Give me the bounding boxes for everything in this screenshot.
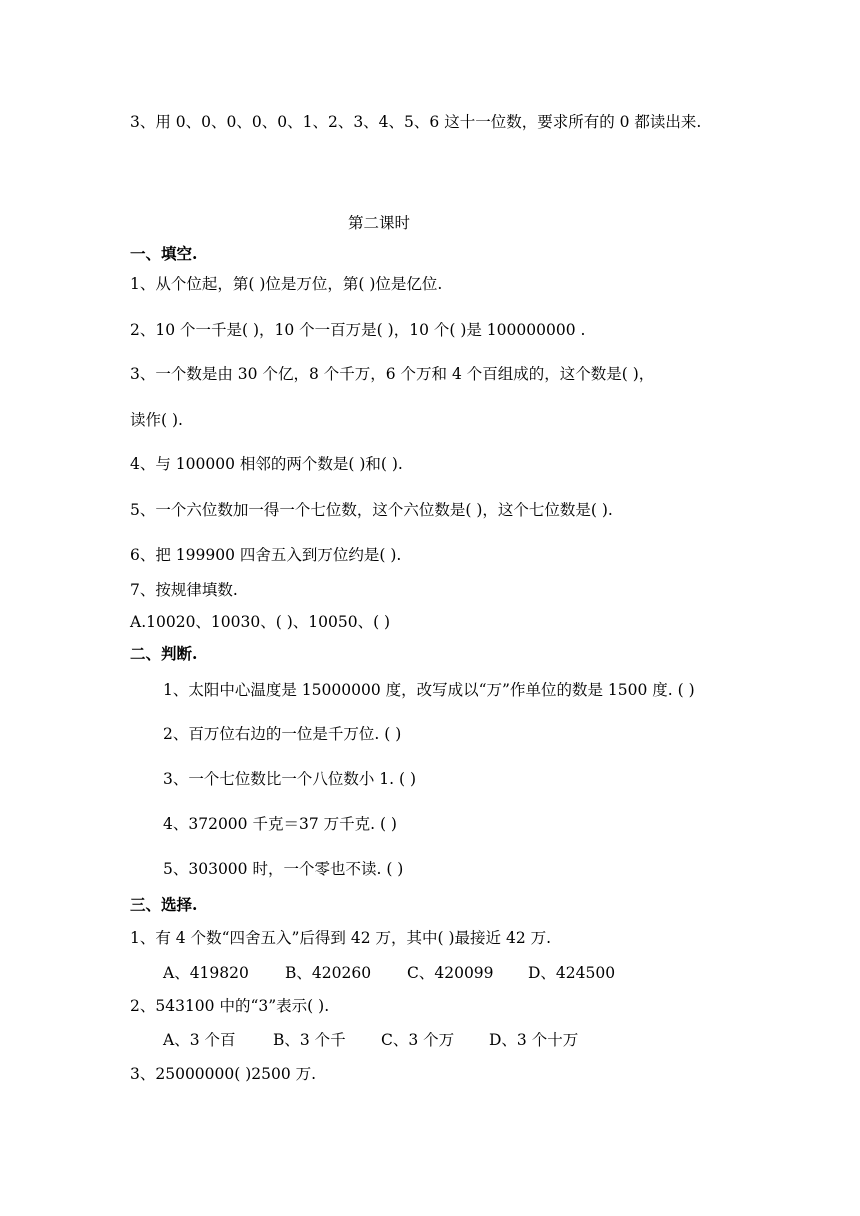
choice-1-option-b: B、420260 (285, 964, 372, 982)
choice-question-1: 1、有 4 个数“四舍五入”后得到 42 万，其中( )最接近 42 万. (130, 929, 552, 947)
choice-1-option-d: D、424500 (528, 964, 616, 982)
judge-question-5: 5、303000 时，一个零也不读. ( ) (163, 860, 404, 878)
fill-question-5: 5、一个六位数加一得一个七位数，这个六位数是( )，这个七位数是( ). (130, 501, 613, 519)
judge-question-1: 1、太阳中心温度是 15000000 度，改写成以“万”作单位的数是 1500 度. ( ) (163, 681, 695, 699)
intro-question: 3、用 0、0、0、0、0、1、2、3、4、5、6 这十一位数，要求所有的 0 都读出来. (130, 113, 702, 131)
judge-question-4: 4、372000 千克＝37 万千克. ( ) (163, 815, 397, 833)
choice-1-option-c: C、420099 (407, 964, 494, 982)
fill-question-4: 4、与 100000 相邻的两个数是( )和( ). (130, 455, 403, 473)
choice-2-option-c: C、3 个万 (381, 1031, 455, 1049)
judge-question-2: 2、百万位右边的一位是千万位. ( ) (163, 725, 402, 743)
choice-2-option-a: A、3 个百 (163, 1031, 236, 1049)
choice-1-option-a: A、419820 (163, 964, 249, 982)
fill-question-6: 6、把 199900 四舍五入到万位约是( ). (130, 546, 402, 564)
fill-question-3-continued: 读作( ). (130, 411, 183, 429)
fill-question-1: 1、从个位起，第( )位是万位，第( )位是亿位. (130, 275, 443, 293)
choice-2-option-b: B、3 个千 (273, 1031, 346, 1049)
choice-question-2: 2、543100 中的“3”表示( ). (130, 997, 330, 1015)
choice-question-3: 3、25000000( )2500 万. (130, 1065, 317, 1083)
fill-question-7: 7、按规律填数. (130, 581, 238, 599)
fill-question-3: 3、一个数是由 30 个亿，8 个千万，6 个万和 4 个百组成的，这个数是( )， (130, 365, 655, 383)
choice-2-option-d: D、3 个十万 (489, 1031, 579, 1049)
judge-question-3: 3、一个七位数比一个八位数小 1. ( ) (163, 770, 417, 788)
section-choice-heading: 三、选择. (130, 895, 198, 914)
lesson-title: 第二课时 (348, 214, 411, 232)
section-fill-blank-heading: 一、填空. (130, 244, 198, 263)
fill-question-7a: A.10020、10030、( )、10050、( ) (130, 613, 391, 631)
section-judge-heading: 二、判断. (130, 644, 198, 663)
fill-question-2: 2、10 个一千是( )，10 个一百万是( )，10 个( )是 100000000 . (130, 321, 586, 339)
